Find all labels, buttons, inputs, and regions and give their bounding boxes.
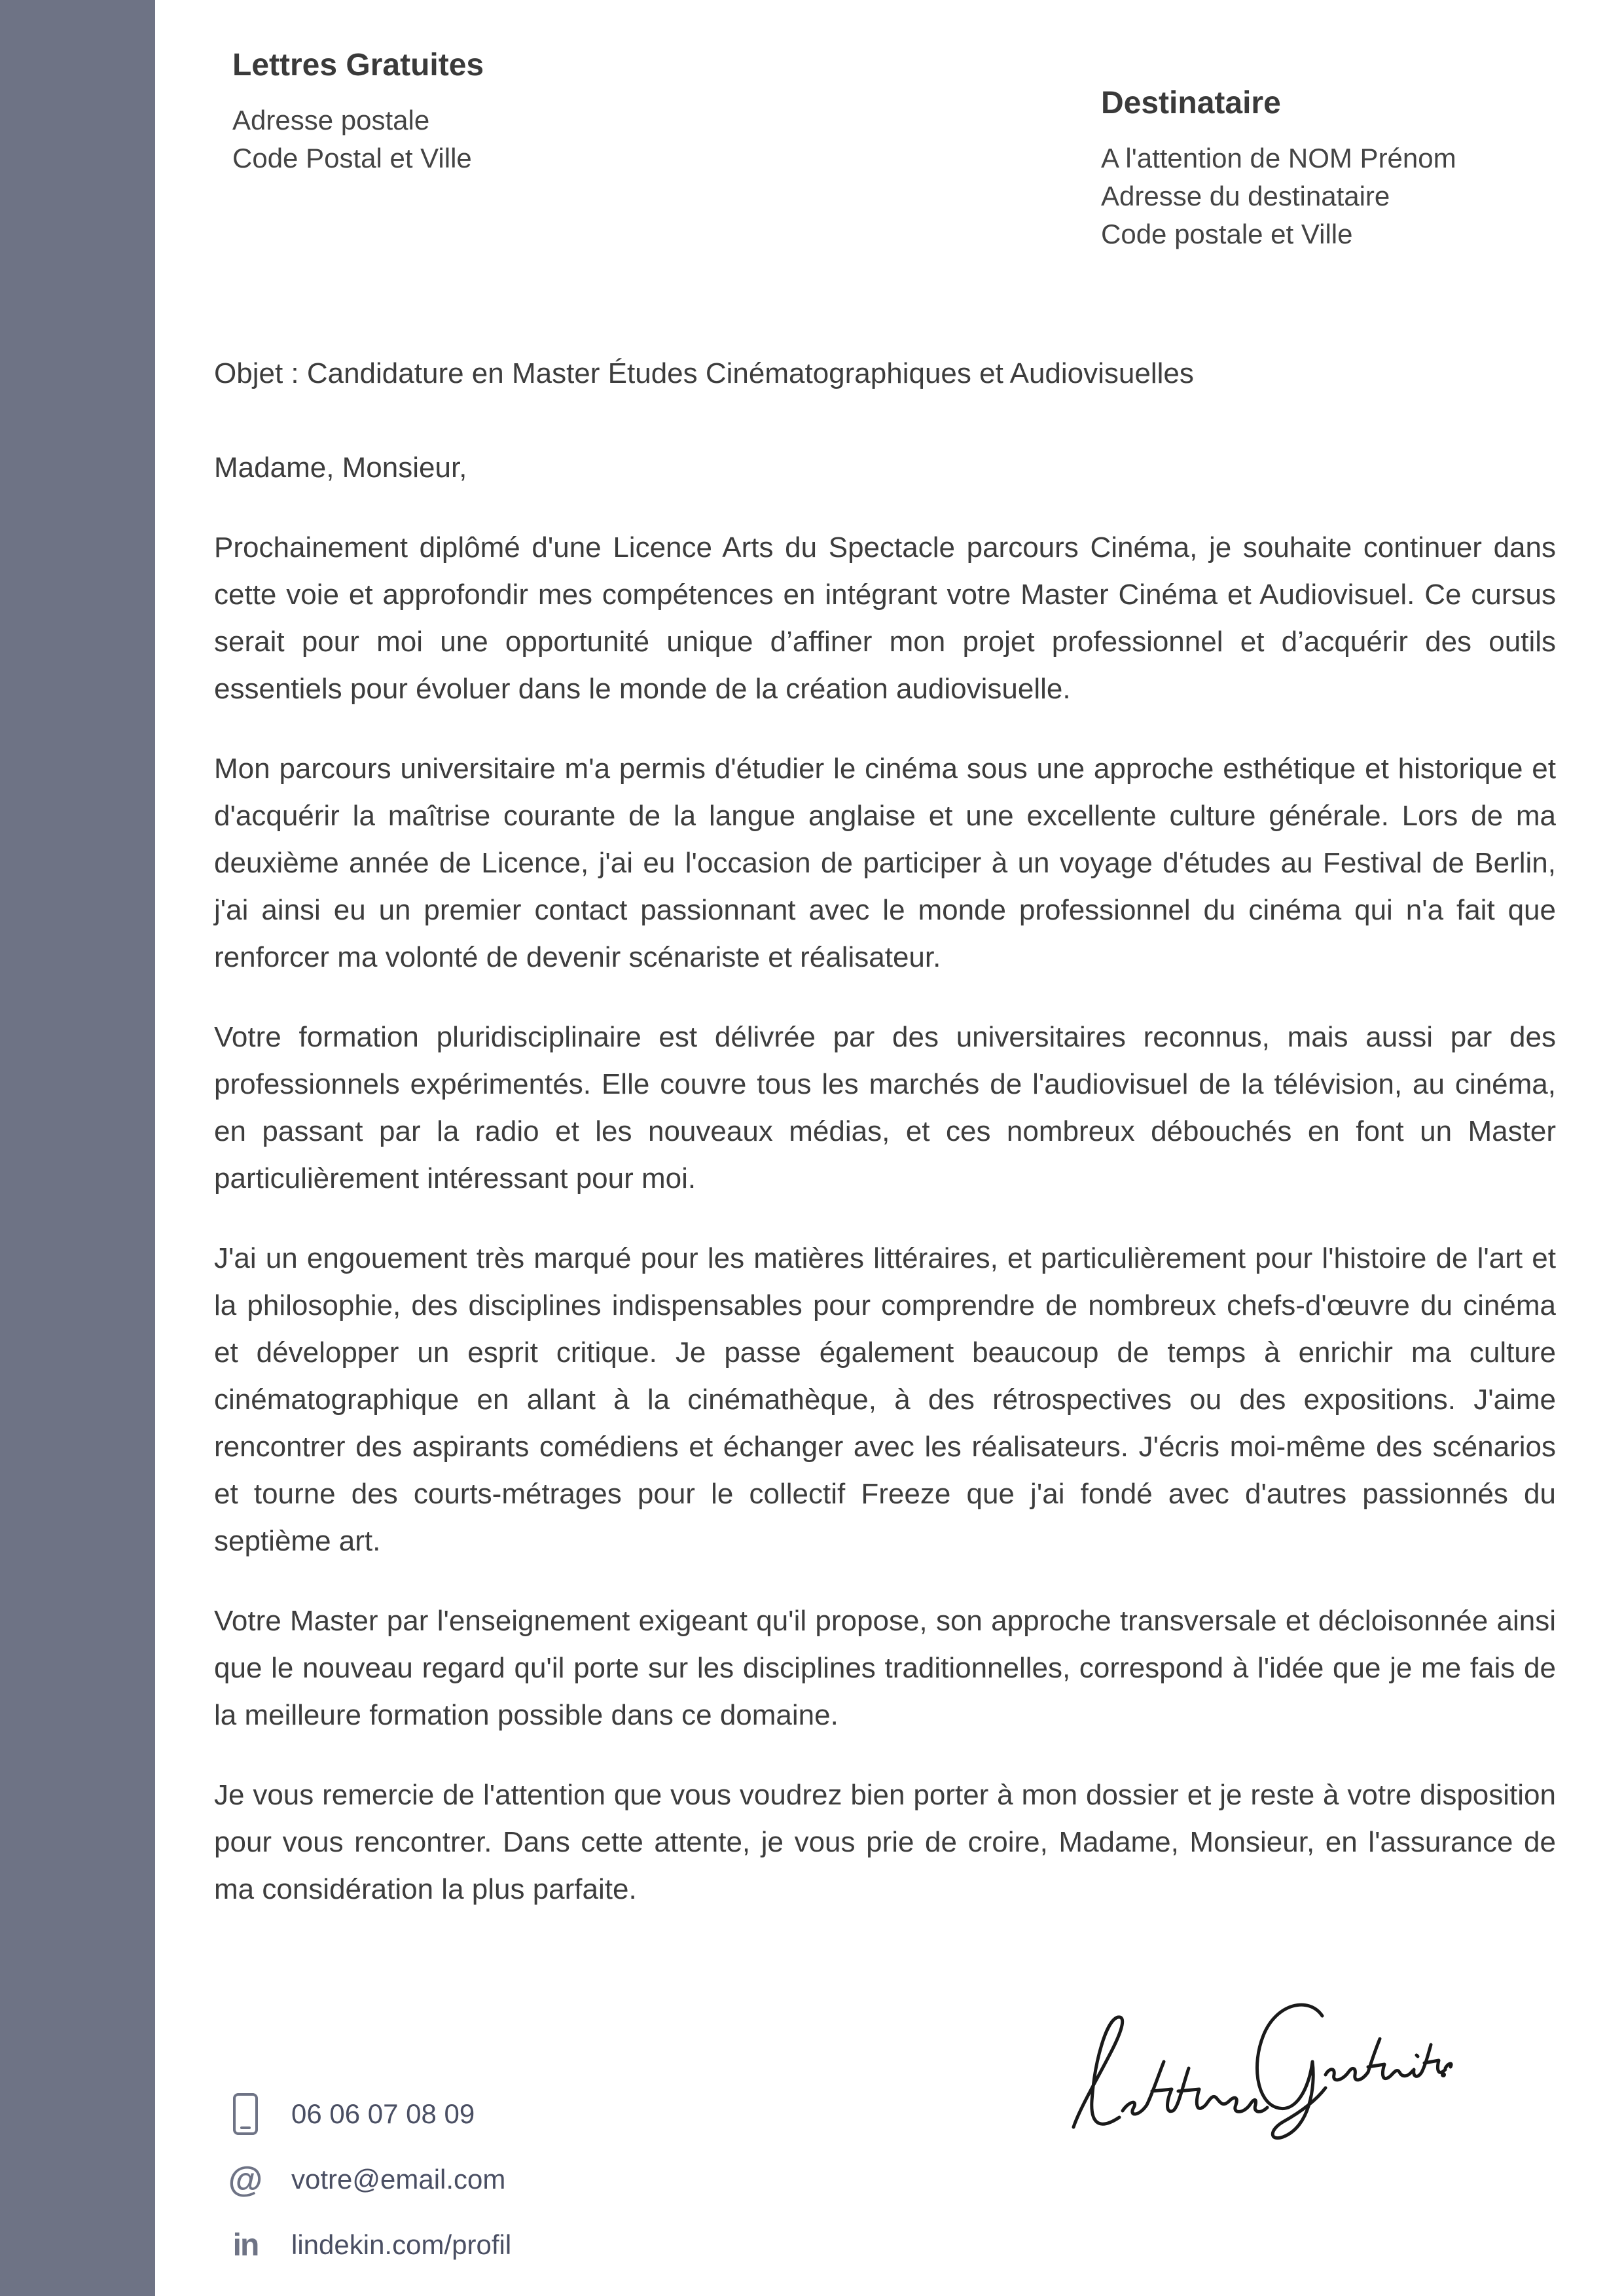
phone-number[interactable]: 06 06 07 08 09 [291,2098,475,2129]
letter-paragraph: Je vous remercie de l'attention que vous voudrez bien porter à mon dossier et je reste à votre disposition pour vous rencontrer. Dans cette attente, je vous prie de croire, Madame, Monsieur, en l'assurance de ma considération la plus parfaite. [214,1779,1556,1905]
letter-paragraph: Votre Master par l'enseignement exigeant qu'il propose, son approche transversale et décloisonnée ainsi que le nouveau regard qu'il porte sur les disciplines traditionnelles, correspond à l'idée que je me fais de la meilleure formation possible dans ce domaine. [214,1605,1556,1731]
recipient-city: Code postale et Ville [1101,219,1353,249]
contact-list [226,2081,511,2278]
letter-greeting: Madame, Monsieur, [214,452,467,484]
recipient-attention: A l'attention de NOM Prénom [1101,143,1456,173]
recipient-address: Adresse du destinataire [1101,181,1390,211]
signature-drawing [1060,1977,1453,2147]
handwritten-signature [1060,1977,1453,2147]
recipient-title: Destinataire [1101,86,1281,120]
contact-email [226,2147,511,2212]
email-address[interactable]: votre@email.com [291,2164,506,2195]
linkedin-icon: in [232,2227,259,2263]
sender-city: Code Postal et Ville [232,143,472,173]
contact-phone [226,2081,511,2147]
letter-paragraph: Votre formation pluridisciplinaire est délivrée par des universitaires reconnus, mais aussi par des professionnels expérimentés. Elle couvre tous les marchés de l'audiovisuel de la télévision, au cinéma, en passant par la radio et les nouveaux médias, et ces nombreux débouchés en font un Master particulièrement intéressant pour moi. [214,1021,1556,1194]
sender-name: Lettres Gratuites [232,48,484,82]
letter-paragraph: J'ai un engouement très marqué pour les matières littéraires, et particulièrement pour l'histoire de l'art et la philosophie, des disciplines indispensables pour comprendre de nombreux chefs-d'œuvre du cinéma et développer un esprit critique. Je passe également beaucoup de temps à enrichir ma culture cinématographique en allant à la cinémathèque, à des rétrospectives ou des expositions. J'aime rencontrer des aspirants comédiens et échanger avec les réalisateurs. J'écris moi-même des scénarios et tourne des courts-métrages pour le collectif Freeze que j'ai fondé avec d'autres passionnés du septième art. [214,1242,1556,1557]
letter-paragraph: Mon parcours universitaire m'a permis d'étudier le cinéma sous une approche esthétique et historique et d'acquérir la maîtrise courante de la langue anglaise et une excellente culture générale. Lors de ma deuxième année de Licence, j'ai eu l'occasion de participer à un voyage d'études au Festival de Berlin, j'ai ainsi eu un premier contact passionnant avec le monde professionnel du cinéma qui n'a fait que renforcer ma volonté de devenir scénariste et réalisateur. [214,753,1556,973]
letter-subject: Objet : Candidature en Master Études Cinématographiques et Audiovisuelles [214,357,1194,389]
letter-body [214,350,1556,1946]
recipient-block [1101,85,1456,253]
sidebar-band [0,0,155,2296]
sender-block [232,47,484,177]
sender-address: Adresse postale [232,105,430,135]
linkedin-profile[interactable]: lindekin.com/profil [291,2229,512,2260]
letter-paragraph: Prochainement diplômé d'une Licence Arts du Spectacle parcours Cinéma, je souhaite continuer dans cette voie et approfondir mes compétences en intégrant votre Master Cinéma et Audiovisuel. Ce cursus serait pour moi une opportunité unique d’affiner mon projet professionnel et d’acquérir des outils essentiels pour évoluer dans le monde de la création audiovisuelle. [214,531,1556,705]
contact-linkedin [226,2212,511,2278]
phone-icon [226,2094,265,2134]
at-icon: @ [228,2160,263,2199]
